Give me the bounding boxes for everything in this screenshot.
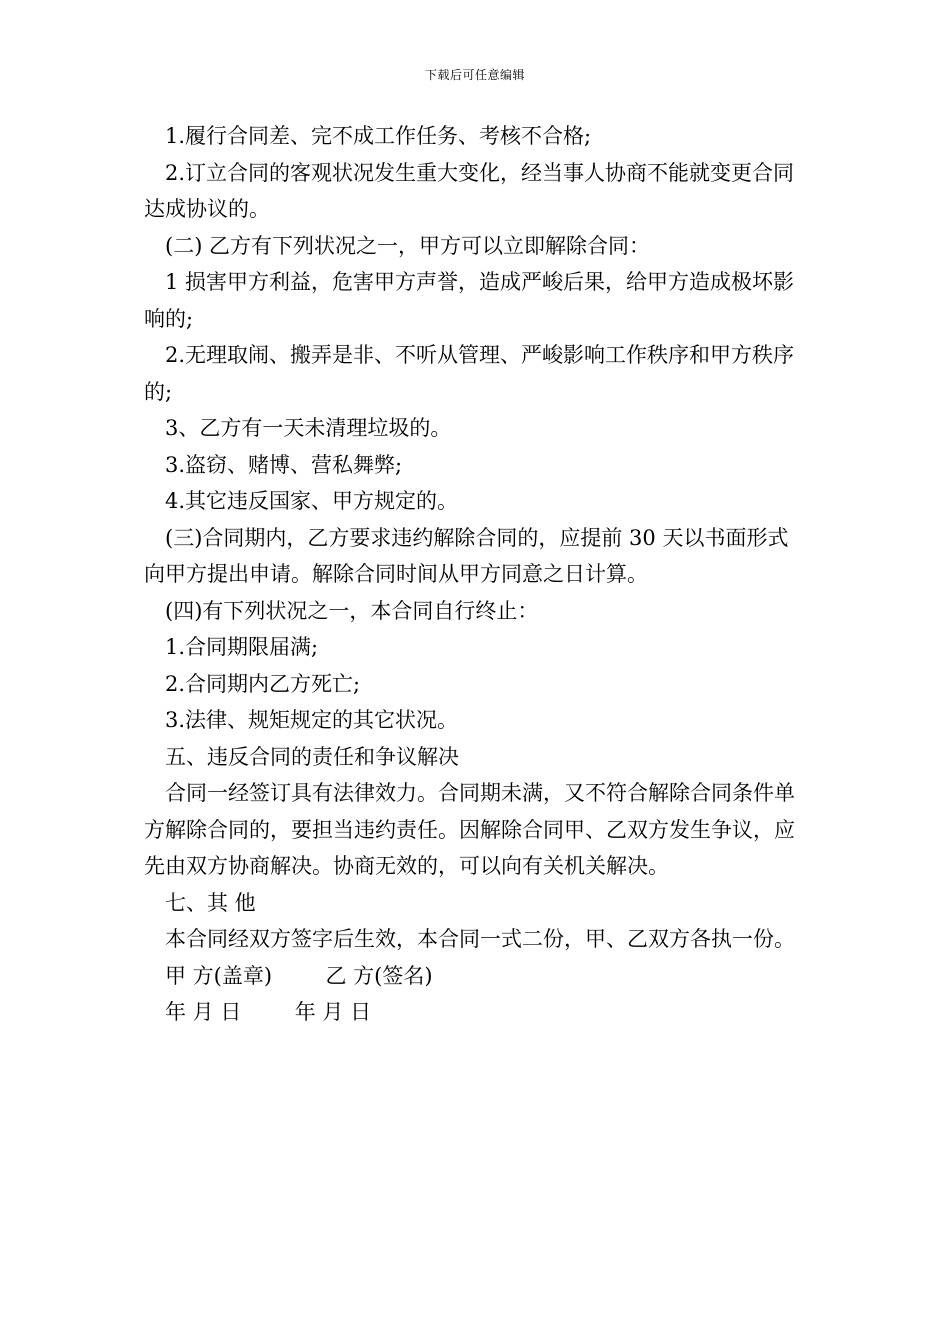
paragraph: (二) 乙方有下列状况之一，甲方可以立即解除合同： bbox=[165, 233, 651, 258]
section-heading: 七、其 他 bbox=[165, 890, 256, 915]
paragraph: 3.盗窃、赌博、营私舞弊; bbox=[165, 452, 403, 477]
paragraph: 合同一经签订具有法律效力。合同期未满，又不符合解除合同条件单方解除合同的，要担当违约责任。因解除合同甲、乙双方发生争议，应先由双方协商解决。协商无效的，可以向有关机关解决。 bbox=[144, 781, 795, 878]
paragraph: (三)合同期内，乙方要求违约解除合同的，应提前 30 天以书面形式向甲方提出申请。解除合同时间从甲方同意之日计算。 bbox=[144, 525, 789, 586]
paragraph: 2.无理取闹、搬弄是非、不听从管理、严峻影响工作秩序和甲方秩序的; bbox=[144, 343, 795, 404]
paragraph: 4.其它违反国家、甲方规定的。 bbox=[165, 489, 459, 513]
section-heading: 五、违反合同的责任和争议解决 bbox=[165, 744, 459, 769]
paragraph: (四)有下列状况之一，本合同自行终止： bbox=[165, 598, 539, 623]
paragraph: 1.履行合同差、完不成工作任务、考核不合格; bbox=[165, 124, 592, 148]
date-line: 年 月 日 年 月 日 bbox=[165, 1000, 372, 1024]
signature-line: 甲 方(盖章) 乙 方(签名) bbox=[165, 963, 433, 988]
document-body bbox=[144, 118, 809, 1031]
paragraph: 本合同经双方签字后生效，本合同一式二份，甲、乙双方各执一份。 bbox=[165, 927, 795, 951]
paragraph: 1.合同期限届满; bbox=[165, 635, 319, 659]
paragraph: 3、乙方有一天未清理垃圾的。 bbox=[165, 416, 452, 440]
page-header: 下载后可任意编辑 bbox=[424, 68, 525, 82]
paragraph: 2.合同期内乙方死亡; bbox=[165, 671, 361, 696]
paragraph: 1 损害甲方利益，危害甲方声誉，造成严峻后果，给甲方造成极坏影响的; bbox=[144, 270, 795, 331]
paragraph: 3.法律、规矩规定的其它状况。 bbox=[165, 708, 459, 732]
paragraph: 2.订立合同的客观状况发生重大变化，经当事人协商不能就变更合同达成协议的。 bbox=[144, 160, 795, 221]
